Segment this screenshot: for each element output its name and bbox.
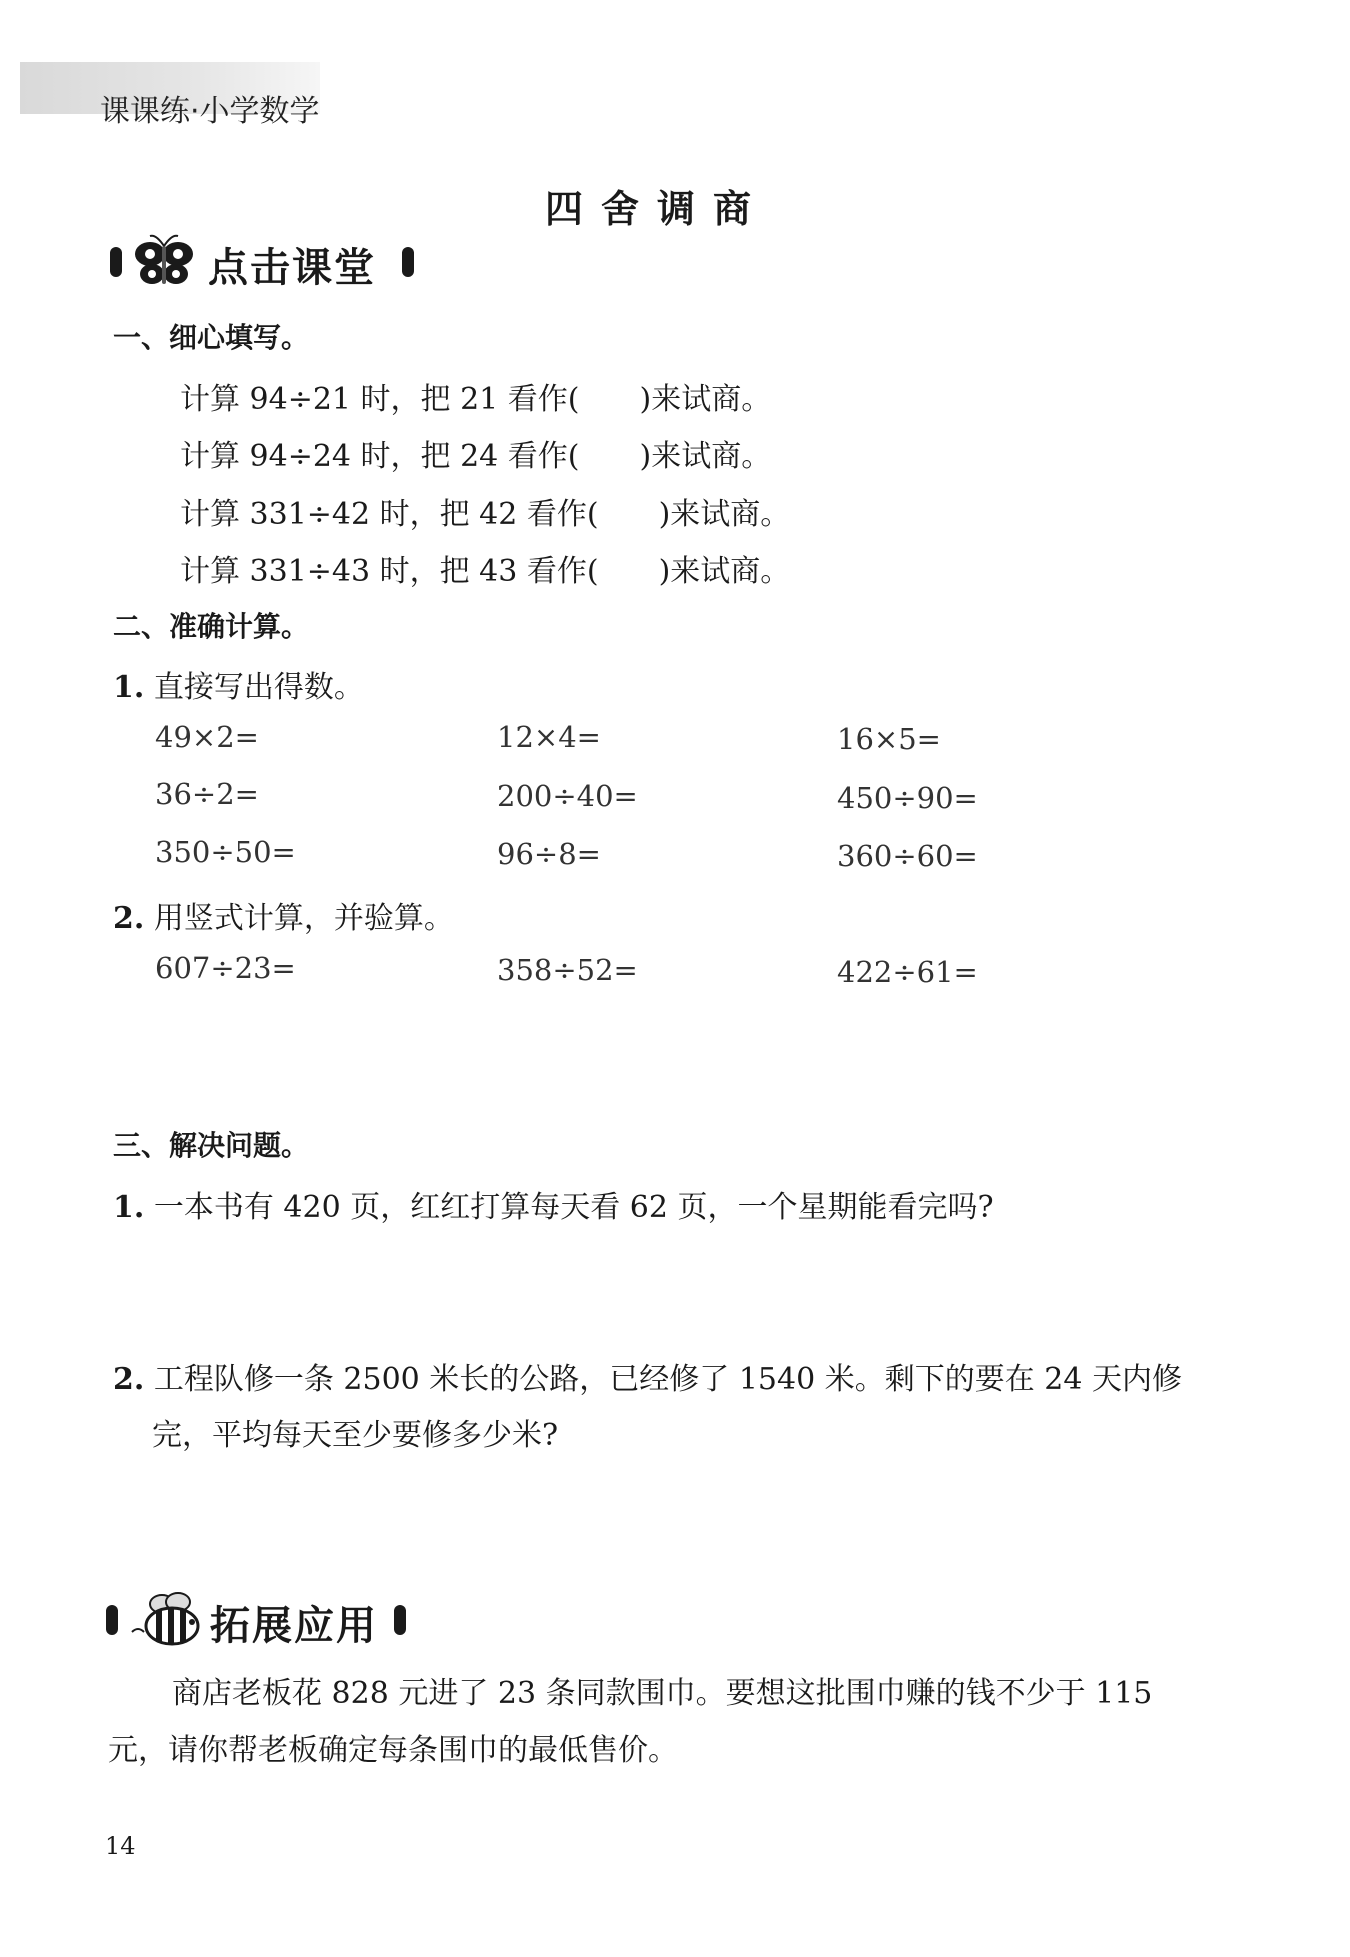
lesson-title: 四舍调商 — [545, 187, 770, 231]
q2-number: 2. — [113, 901, 145, 936]
series-title: 课课练·小学数学 — [100, 94, 320, 129]
banner-left-cap — [106, 1605, 118, 1635]
problem-1-number: 1. — [113, 1190, 145, 1225]
banner-right-cap — [402, 247, 414, 277]
banner-left-cap — [110, 247, 122, 277]
vertical-calc: 607÷23= — [155, 951, 296, 985]
vertical-calc: 422÷61= — [837, 955, 978, 989]
part1-heading: 一、细心填写。 — [113, 321, 310, 354]
oral-calc: 12×4= — [497, 720, 601, 754]
oral-calc: 36÷2= — [155, 777, 259, 811]
part2-heading: 二、准确计算。 — [113, 610, 310, 643]
fill-item-3: 计算 331÷42 时，把 42 看作( )来试商。 — [180, 497, 791, 532]
oral-calc: 49×2= — [155, 720, 259, 754]
q2-line — [113, 893, 454, 937]
classroom-banner — [110, 232, 420, 292]
problem-2-text-line2: 完，平均每天至少要修多少米? — [152, 1418, 559, 1453]
fill-item-1: 计算 94÷21 时，把 21 看作( )来试商。 — [180, 382, 772, 417]
vertical-calc: 358÷52= — [497, 953, 638, 987]
extension-banner — [106, 1590, 406, 1650]
problem-1-text: 一本书有 420 页，红红打算每天看 62 页，一个星期能看完吗? — [153, 1190, 994, 1225]
banner-right-cap — [394, 1605, 406, 1635]
extension-line2: 元，请你帮老板确定每条围巾的最低售价。 — [108, 1733, 678, 1768]
extension-banner-text: 拓展应用 — [210, 1603, 378, 1649]
oral-calc: 350÷50= — [155, 835, 296, 869]
q2-text: 用竖式计算，并验算。 — [153, 901, 454, 936]
problem-2-number: 2. — [113, 1362, 145, 1397]
oral-calc: 360÷60= — [837, 839, 978, 873]
q1-line — [113, 662, 364, 706]
part3-heading: 三、解决问题。 — [113, 1129, 310, 1162]
oral-calc: 200÷40= — [497, 779, 638, 813]
oral-calc: 96÷8= — [497, 837, 601, 871]
classroom-banner-text: 点击课堂 — [208, 245, 376, 291]
page-number: 14 — [105, 1832, 136, 1860]
fill-item-2: 计算 94÷24 时，把 24 看作( )来试商。 — [180, 439, 772, 474]
fill-item-4: 计算 331÷43 时，把 43 看作( )来试商。 — [180, 554, 791, 589]
q1-text: 直接写出得数。 — [153, 670, 364, 705]
extension-line1: 商店老板花 828 元进了 23 条同款围巾。要想这批围巾赚的钱不少于 115 — [172, 1676, 1153, 1711]
q1-number: 1. — [113, 670, 145, 705]
oral-calc: 16×5= — [837, 722, 941, 756]
problem-2-text-line1: 工程队修一条 2500 米长的公路，已经修了 1540 米。剩下的要在 24 天内修 — [153, 1362, 1182, 1397]
problem-2 — [113, 1354, 1182, 1398]
problem-1 — [113, 1182, 994, 1226]
bee-icon — [122, 1590, 212, 1650]
butterfly-icon — [132, 232, 198, 292]
oral-calc: 450÷90= — [837, 781, 978, 815]
